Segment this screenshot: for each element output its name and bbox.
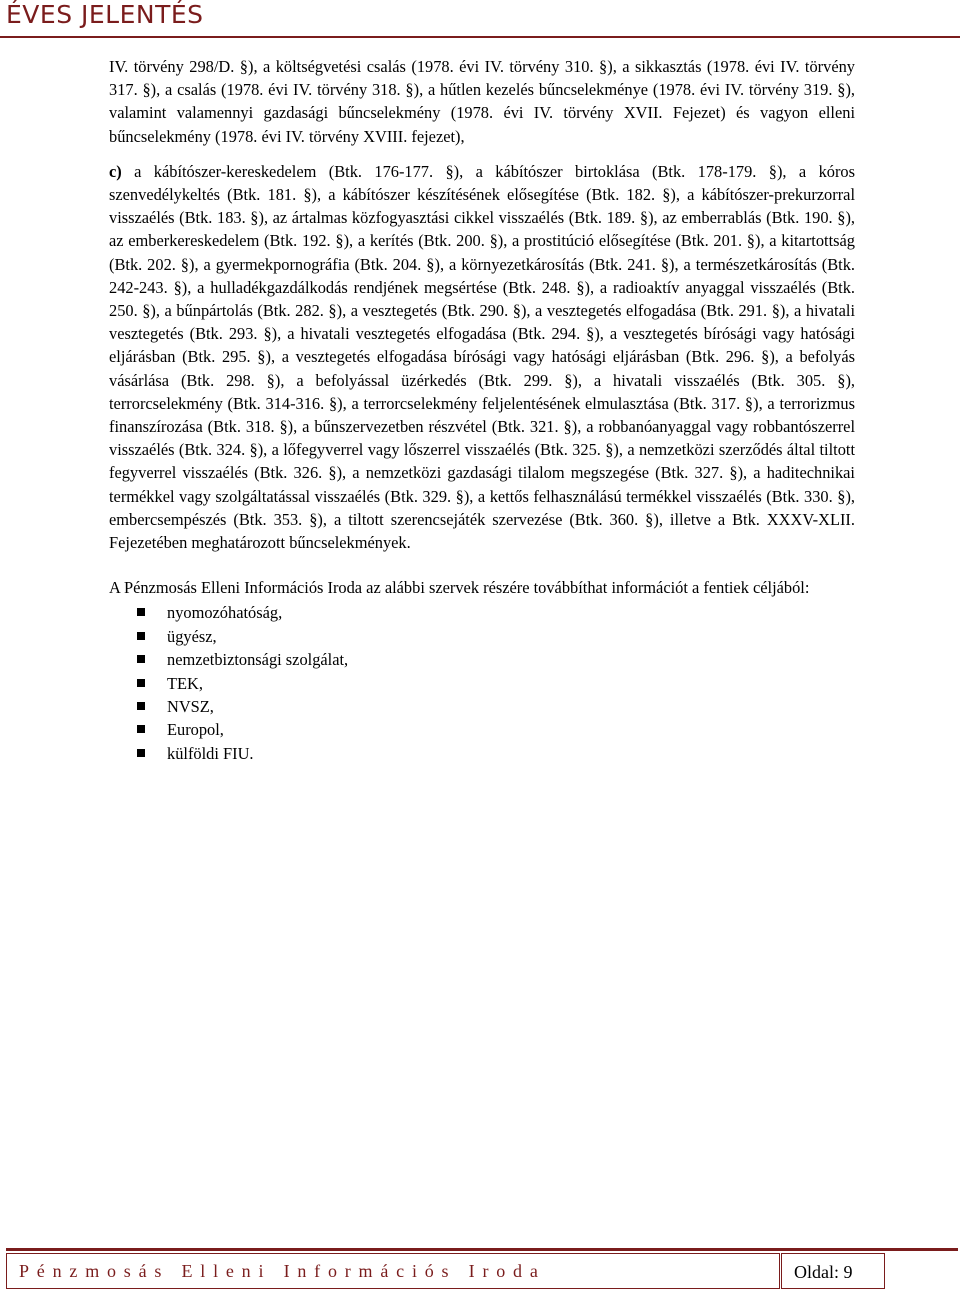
bullet-square-icon — [137, 725, 145, 733]
page-footer — [6, 1248, 958, 1292]
list-item-label: külföldi FIU. — [167, 743, 254, 763]
paragraph-recipients-intro: A Pénzmosás Elleni Információs Iroda az alábbi szervek részére továbbíthat információt a fentiek céljából: — [109, 578, 810, 598]
list-item — [137, 601, 855, 624]
list-item — [137, 718, 855, 741]
list-item-label: nemzetbiztonsági szolgálat, — [167, 650, 349, 670]
footer-organization: Pénzmosás Elleni Információs Iroda — [6, 1253, 780, 1289]
list-item — [137, 625, 855, 648]
list-item-label: TEK, — [167, 673, 203, 693]
bullet-square-icon — [137, 608, 145, 616]
recipient-list — [109, 601, 855, 765]
paragraph-offences-text: a kábítószer-kereskedelem (Btk. 176-177. §), a kábítószer birtoklása (Btk. 178-179. §), a kóros szenvedélykeltés (Btk. 181. §), a kábítószer készítésének elősegítése (Btk. 182. §), a kábítószer-prekurzorral visszaélés (Btk. 183. §), az ártalmas közfogyasztási cikkel visszaélés (Btk. 189. §), az emberrablás (Btk. 190. §), az emberkereskedelem (Btk. 192. §), a kerítés (Btk. 200. §), a prostitúció elősegítése (Btk. 201. §), a kitartottság (Btk. 202. §), a gyermekpornográfia (Btk. 204. §), a környezetkárosítás (Btk. 241. §), a természetkárosítás (Btk. 242-243. §), a hulladékgazdálkodás rendjének megsértése (Btk. 248. §), a radioaktív anyaggal visszaélés (Btk. 250. §), a bűnpártolás (Btk. 282. §), a vesztegetés (Btk. 290. §), a vesztegetés elfogadása (Btk. 291. §), a hivatali vesztegetés (Btk. 293. §), a hivatali vesztegetés elfogadása (Btk. 294. §), a vesztegetés bírósági vagy hatósági eljárásban (Btk. 295. §), a vesztegetés elfogadása bírósági vagy hatósági eljárásban (Btk. 296. §), a befolyás vásárlása (Btk. 298. §), a befolyással üzérkedés (Btk. 299. §), a hivatali visszaélés (Btk. 305. §), terrorcselekmény (Btk. 314-316. §), a terrorcselekmény feljelentésének elmulasztása (Btk. 317. §), a terrorizmus finanszírozása (Btk. 318. §), a bűnszervezetben részvétel (Btk. 321. §), a robbanóanyaggal vagy robbantószerrel visszaélés (Btk. 324. §), a lőfegyverrel vagy lőszerrel visszaélés (Btk. 325. §), a nemzetközi szerződés által tiltott fegyverrel visszaélés (Btk. 326. §), a nemzetközi gazdasági tilalom megszegése (Btk. 327. §), a haditechnikai termékkel vagy szolgáltatással visszaélés (Btk. 329. §), a kettős felhasználású termékkel visszaélés (Btk. 330. §), embercsempészés (Btk. 353. §), a tiltott szerencsejáték szervezése (Btk. 360. §), illetve a Btk. XXXV-XLII. Fejezetében meghatározott bűncselekmények. — [109, 161, 855, 553]
bullet-square-icon — [137, 679, 145, 687]
list-item-label: NVSZ, — [167, 697, 214, 717]
paragraph-offences-intro: IV. törvény 298/D. §), a költségvetési csalás (1978. évi IV. törvény 310. §), a sikkasztás (1978. évi IV. törvény 317. §), a csalás (1978. évi IV. törvény 318. §), a hűtlen kezelés bűncselekménye (1978. évi IV. törvény 319. §), valamint valamennyi gazdasági bűncselekmény (1978. évi IV. törvény XVII. Fejezet) és vagyon elleni bűncselekmény (1978. évi IV. törvény XVIII. fejezet), — [109, 57, 855, 146]
list-item — [137, 672, 855, 695]
bullet-square-icon — [137, 655, 145, 663]
paragraph-offences-list — [109, 160, 855, 554]
footer-page-number: Oldal: 9 — [781, 1253, 885, 1289]
list-item — [137, 695, 855, 718]
list-item-label: ügyész, — [167, 626, 217, 646]
list-item-label: Europol, — [167, 720, 224, 740]
page-body — [109, 55, 855, 765]
list-item — [137, 742, 855, 765]
list-item-label: nyomozóhatóság, — [167, 603, 283, 623]
bullet-square-icon — [137, 632, 145, 640]
document-title: ÉVES JELENTÉS — [6, 0, 204, 29]
list-marker-c: c) — [109, 161, 122, 181]
bullet-square-icon — [137, 702, 145, 710]
list-item — [137, 648, 855, 671]
header-divider — [0, 36, 960, 38]
bullet-square-icon — [137, 749, 145, 757]
